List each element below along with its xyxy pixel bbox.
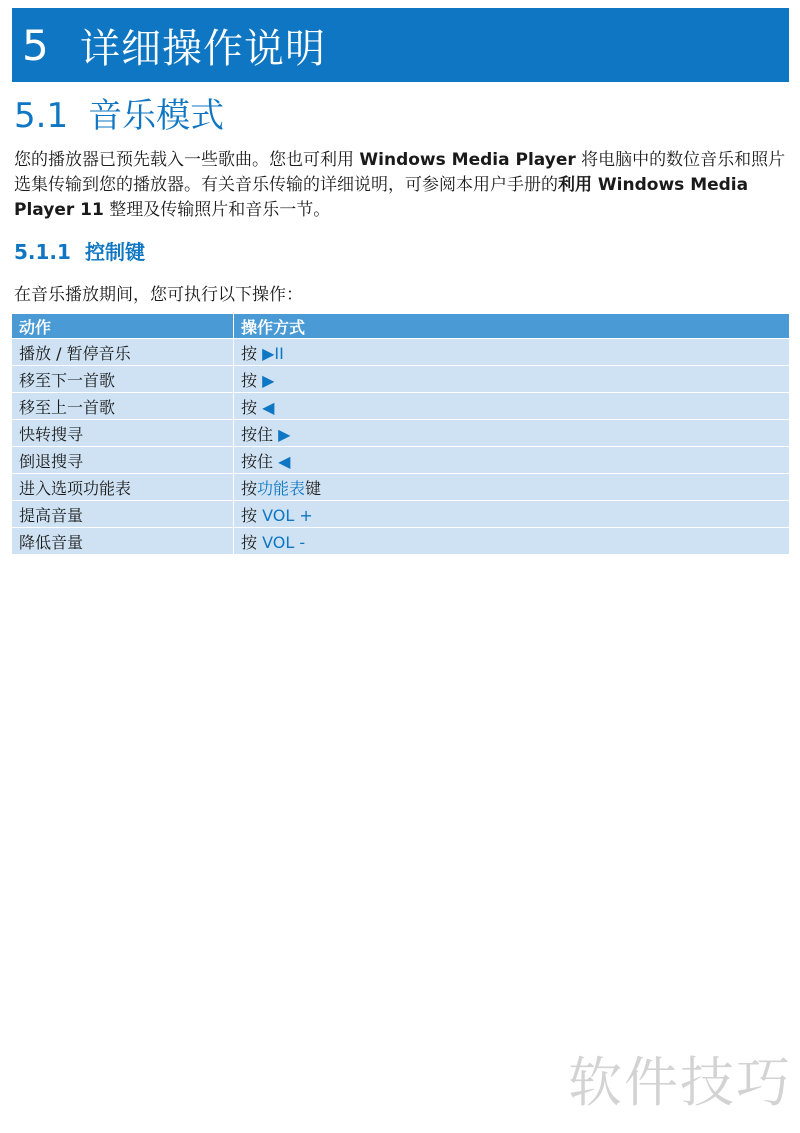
method-cell (234, 528, 790, 555)
menu-key-label: 功能表 (257, 478, 306, 498)
intro-text-1: 您的播放器已预先载入一些歌曲。您也可利用 (14, 150, 360, 170)
intro-text-2: 将电脑中的数位音乐和照片选集传输到您的播放器。有关音乐传输的详细说明，可参阅本用户手册的 (14, 150, 786, 195)
table-row (12, 474, 789, 501)
action-cell: 倒退搜寻 (12, 447, 234, 474)
watermark: 软件技巧 (568, 1051, 792, 1114)
method-cell (234, 501, 790, 528)
intro-bold-2: 利用 Windows Media Player 11 (14, 175, 749, 220)
method-prefix: 按住 (241, 451, 279, 471)
table-row (12, 420, 789, 447)
play-pause-icon: ▶II (262, 343, 284, 363)
intro-paragraph (14, 148, 788, 223)
action-cell: 移至下一首歌 (12, 366, 234, 393)
action-cell: 进入选项功能表 (12, 474, 234, 501)
lead-text: 在音乐播放期间，您可执行以下操作： (14, 285, 303, 305)
section-title: 音乐模式 (88, 96, 225, 136)
action-cell: 降低音量 (12, 528, 234, 555)
method-prefix: 按 (241, 532, 263, 552)
action-cell: 提高音量 (12, 501, 234, 528)
method-cell (234, 420, 790, 447)
chapter-number: 5 (22, 20, 49, 70)
next-icon: ▶ (262, 370, 275, 390)
method-prefix: 按 (241, 505, 263, 525)
section-heading (14, 88, 224, 137)
chapter-header (12, 8, 789, 82)
table-row (12, 366, 789, 393)
section-number: 5.1 (14, 96, 69, 136)
column-header-method: 操作方式 (234, 314, 790, 339)
table-row (12, 501, 789, 528)
method-prefix: 按 (241, 397, 263, 417)
method-cell (234, 447, 790, 474)
column-header-action: 动作 (12, 314, 234, 339)
method-cell (234, 474, 790, 501)
method-suffix: 键 (305, 478, 322, 498)
method-prefix: 按 (241, 478, 258, 498)
subsection-number: 5.1.1 (14, 240, 71, 264)
action-cell: 快转搜寻 (12, 420, 234, 447)
forward-icon: ▶ (278, 424, 291, 444)
controls-table (12, 314, 789, 554)
chapter-title: 详细操作说明 (80, 25, 326, 72)
rewind-icon: ◀ (278, 451, 291, 471)
method-prefix: 按住 (241, 424, 279, 444)
method-prefix: 按 (241, 343, 263, 363)
table-row (12, 447, 789, 474)
previous-icon: ◀ (262, 397, 275, 417)
action-cell: 移至上一首歌 (12, 393, 234, 420)
subsection-heading (14, 236, 145, 265)
table-row (12, 528, 789, 555)
action-cell: 播放 / 暂停音乐 (12, 339, 234, 366)
table-row (12, 393, 789, 420)
method-cell (234, 366, 790, 393)
intro-text-3: 整理及传输照片和音乐一节。 (103, 200, 331, 220)
volume-up-key: VOL + (262, 505, 313, 525)
method-cell (234, 393, 790, 420)
subsection-title: 控制键 (84, 240, 145, 264)
volume-down-key: VOL - (262, 532, 306, 552)
table-row (12, 339, 789, 366)
intro-bold-1: Windows Media Player (359, 150, 576, 170)
method-prefix: 按 (241, 370, 263, 390)
table-header-row (12, 314, 789, 339)
method-cell (234, 339, 790, 366)
